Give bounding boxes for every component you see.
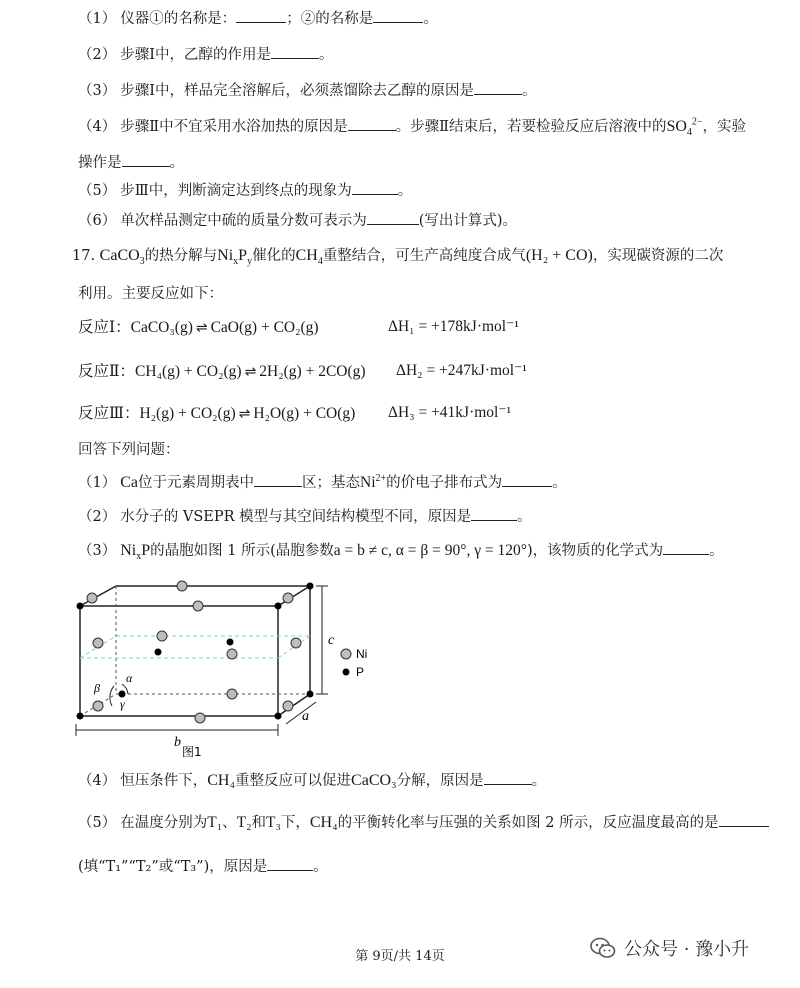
legend-ni-label: Ni [356, 647, 368, 661]
answer-blank[interactable] [236, 8, 286, 23]
syngas-formula: (H₂ + CO) [525, 247, 593, 264]
answer-blank[interactable] [484, 770, 532, 785]
ni-atom [193, 601, 203, 611]
q17-sub-3: （3） $Ni_xP$的晶胞如图 1 所示(晶胞参数a = b ≠ c, α = β = 90°, γ = 120°)，该物质的化学式为 。 [78, 542, 724, 563]
answer-prompt: 回答下列问题： [78, 442, 180, 458]
answer-blank[interactable] [271, 44, 319, 59]
answer-blank[interactable] [122, 152, 170, 167]
ni-ion: $Ni^{2+}$ [360, 472, 387, 491]
q17-intro-line2: 利用。主要反应如下： [78, 286, 223, 302]
crystal-cell-figure [70, 578, 390, 758]
cell-edge [278, 586, 310, 606]
q16-item-4-cont: 操作是 。 [78, 152, 184, 173]
ni-atom [87, 593, 97, 603]
ni-atom [283, 593, 293, 603]
label-gamma: γ [120, 697, 125, 711]
p-atom [307, 583, 314, 590]
q17-sub-1: （1） Ca位于元素周期表中 区；基态$Ni^{2+}$的价电子排布式为 。 [78, 472, 567, 491]
p-atom [155, 649, 162, 656]
legend-p-label: P [356, 665, 365, 679]
sulfate-ion: $SO_4^{2-}$ [666, 116, 703, 139]
label-c: c [328, 633, 335, 648]
label-alpha: α [126, 671, 133, 685]
reaction-3: 反应Ⅲ：H₂(g) + CO₂(g) ⇌ H₂O(g) + CO(g) ΔH₃ = +41kJ·mol⁻¹ [78, 404, 512, 422]
reaction-2: 反应Ⅱ：CH₄(g) + CO₂(g) ⇌ 2H₂(g) + 2CO(g) ΔH₂ = +247kJ·mol⁻¹ [78, 362, 527, 380]
q16-item-5: （5） 步Ⅲ中，判断滴定达到终点的现象为 。 [78, 180, 412, 201]
q16-item-6: （6） 单次样品测定中硫的质量分数可表示为 (写出计算式)。 [78, 210, 517, 231]
q17-intro: 17. CaCO$_3$的热分解与$Ni_xP_y$催化的$CH_4$重整结合，可生产高纯度合成气(H₂ + CO)，实现碳资源的二次 [72, 247, 724, 268]
legend-p-swatch [343, 669, 350, 676]
ni-atom [177, 581, 187, 591]
p-atom [275, 603, 282, 610]
ni-atom [283, 701, 293, 711]
q17-sub-5: （5） 在温度分别为T₁、T₂和T₃下，CH₄的平衡转化率与压强的关系如图 2 所示，反应温度最高的是 [78, 812, 769, 833]
p-atom [77, 713, 84, 720]
ni-atom [195, 713, 205, 723]
answer-blank[interactable] [352, 180, 398, 195]
figure-caption: 图1 [182, 745, 202, 758]
ni-atom [227, 649, 237, 659]
equilibrium-arrow-icon: ⇌ [238, 406, 251, 422]
p-atom [275, 713, 282, 720]
answer-blank[interactable] [474, 80, 522, 95]
q17-sub-2: （2） 水分子的 VSEPR 模型与其空间结构模型不同，原因是 。 [78, 506, 532, 527]
cell-edge [80, 586, 116, 606]
ni-atom [227, 689, 237, 699]
ni-atom [93, 638, 103, 648]
q16-item-1: （1） 仪器①的名称是： ；②的名称是 。 [78, 8, 438, 29]
answer-blank[interactable] [663, 540, 709, 555]
equilibrium-arrow-icon: ⇌ [195, 320, 208, 336]
answer-blank[interactable] [471, 506, 517, 521]
label-a: a [302, 709, 309, 724]
answer-blank[interactable] [267, 856, 313, 871]
q17-sub-5-cont: (填“T₁”“T₂”或“T₃”)，原因是 。 [78, 856, 328, 877]
answer-blank[interactable] [719, 812, 769, 827]
ni-atom [93, 701, 103, 711]
watermark: 公众号 · 豫小升 [590, 935, 749, 961]
ch4-formula: $CH_4$ [295, 247, 323, 268]
answer-blank[interactable] [502, 472, 552, 487]
p-atom [307, 691, 314, 698]
q16-item-4: （4） 步骤Ⅱ中不宜采用水浴加热的原因是 。步骤Ⅱ结束后，若要检验反应后溶液中的$SO_4^{2-}$，实验 [78, 116, 747, 139]
answer-blank[interactable] [373, 8, 423, 23]
p-atom [119, 691, 126, 698]
q16-item-3: （3） 步骤Ⅰ中，样品完全溶解后，必须蒸馏除去乙醇的原因是 。 [78, 80, 536, 101]
answer-blank[interactable] [367, 210, 419, 225]
label-b: b [174, 735, 181, 750]
wechat-icon [590, 936, 616, 960]
legend-ni-swatch [341, 649, 351, 659]
mid-plane [80, 636, 310, 658]
page-footer: 第 9页/共 14页 [355, 949, 445, 964]
p-atom [77, 603, 84, 610]
q16-item-2: （2） 步骤Ⅰ中，乙醇的作用是 。 [78, 44, 333, 65]
nixp-formula: $Ni_xP$ [120, 542, 151, 563]
p-atom [227, 639, 234, 646]
q17-sub-4: （4） 恒压条件下，CH₄重整反应可以促进CaCO₃分解，原因是 。 [78, 772, 547, 789]
answer-blank[interactable] [348, 116, 396, 131]
reaction-1: 反应Ⅰ：CaCO₃(g) ⇌ CaO(g) + CO₂(g) ΔH₁ = +178kJ·mol⁻¹ [78, 318, 519, 336]
ni-atom [157, 631, 167, 641]
caco3-formula: CaCO$_3$ [99, 247, 145, 268]
label-beta: β [94, 681, 100, 695]
nixpy-formula: $Ni_xP_y$ [217, 247, 253, 268]
equilibrium-arrow-icon: ⇌ [244, 364, 257, 380]
ni-atom [291, 638, 301, 648]
answer-blank[interactable] [254, 472, 302, 487]
